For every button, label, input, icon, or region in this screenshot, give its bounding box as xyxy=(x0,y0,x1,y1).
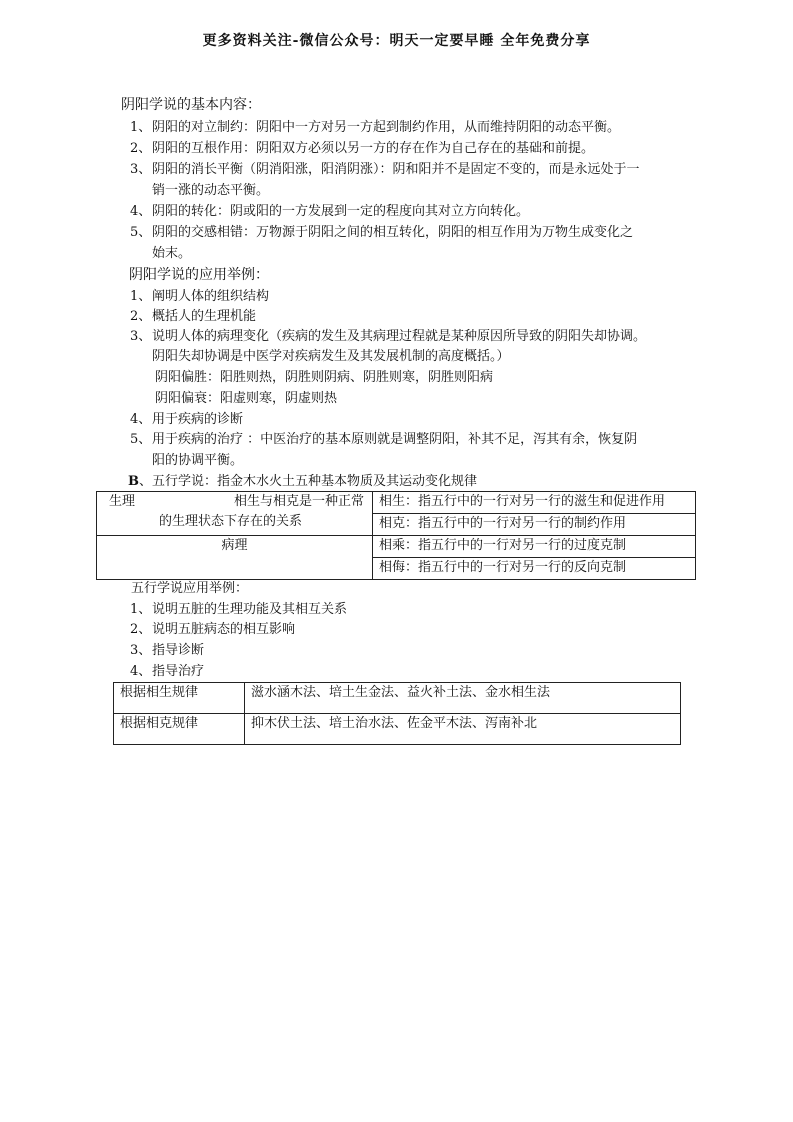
item-number: 4、 xyxy=(130,664,152,679)
methods-cell: 滋水涵木法、培土生金法、益火补土法、金水相生法 xyxy=(245,683,681,714)
item-text: 阴阳的对立制约：阴阳中一方对另一方起到制约作用，从而维持阴阳的动态平衡。 xyxy=(152,120,621,135)
item-text: 阐明人体的组织结构 xyxy=(152,289,270,304)
table-cell: 相乘：指五行中的一行对另一行的过度克制 xyxy=(373,536,696,558)
physiology-cell xyxy=(97,492,373,536)
section-label: B xyxy=(128,474,139,489)
item-number: 2、 xyxy=(130,309,152,324)
rule-cell: 根据相生规律 xyxy=(114,683,245,714)
list-item xyxy=(130,328,646,346)
section-title-yinyang: 阴阳学说的基本内容： xyxy=(121,97,261,113)
item-text: 说明人体的病理变化（疾病的发生及其病理过程就是某种原因所导致的阴阳失却协调。 xyxy=(152,329,647,344)
item-text: 用于疾病的治疗 ：中医治疗的基本原则就是调整阴阳，补其不足，泻其有余，恢复阴 xyxy=(152,432,638,447)
item-number: 3、 xyxy=(130,329,152,344)
list-item xyxy=(130,663,204,681)
item-continuation: 阳的协调平衡。 xyxy=(152,453,244,468)
section-title-wuxing xyxy=(128,473,477,491)
section-title-text: 、五行学说：指金木水火土五种基本物质及其运动变化规律 xyxy=(139,474,478,489)
physiology-desc-cont: 的生理状态下存在的关系 xyxy=(159,514,303,529)
item-number: 3、 xyxy=(130,162,152,177)
item-continuation: 销一涨的动态平衡。 xyxy=(152,183,270,198)
sub-item-text: 阴阳偏衰：阳虚则寒，阴虚则热 xyxy=(155,391,338,406)
list-item xyxy=(130,621,295,639)
item-number: 3、 xyxy=(130,643,152,658)
pathology-cell: 病理 xyxy=(97,536,373,580)
item-continuation: 阴阳失却协调是中医学对疾病发生及其发展机制的高度概括。） xyxy=(152,349,510,364)
item-text: 指导诊断 xyxy=(152,643,205,658)
section-title-application: 阴阳学说的应用举例： xyxy=(129,267,269,283)
item-number: 4、 xyxy=(130,412,152,427)
methods-cell: 抑木伏土法、培土治水法、佐金平木法、泻南补北 xyxy=(245,714,681,745)
page-header: 更多资料关注-微信公众号：明天一定要早睡 全年免费分享 xyxy=(202,33,591,49)
physiology-label: 生理 xyxy=(109,494,136,509)
list-item xyxy=(130,411,243,429)
table-cell: 相侮：指五行中的一行对另一行的反向克制 xyxy=(373,558,696,580)
section-title-wuxing-app: 五行学说应用举例： xyxy=(131,581,249,596)
list-item xyxy=(130,203,529,221)
item-number: 4、 xyxy=(130,204,152,219)
item-number: 5、 xyxy=(130,432,152,447)
list-item xyxy=(130,140,594,158)
item-continuation: 始末。 xyxy=(152,246,192,261)
list-item xyxy=(130,642,204,660)
item-number: 1、 xyxy=(130,120,152,135)
item-text: 概括人的生理机能 xyxy=(152,309,257,324)
item-number: 1、 xyxy=(130,602,152,617)
item-number: 1、 xyxy=(130,289,152,304)
list-item xyxy=(130,161,640,179)
item-text: 阴阳的转化：阴或阳的一方发展到一定的程度向其对立方向转化。 xyxy=(152,204,530,219)
item-text: 说明五脏的生理功能及其相互关系 xyxy=(152,602,348,617)
list-item xyxy=(130,431,637,449)
table-cell: 相生：指五行中的一行对另一行的滋生和促进作用 xyxy=(373,492,696,514)
item-number: 2、 xyxy=(130,622,152,637)
rule-cell: 根据相克规律 xyxy=(114,714,245,745)
item-text: 指导治疗 xyxy=(152,664,205,679)
list-item xyxy=(130,119,620,137)
sub-item-text: 阴阳偏胜：阳胜则热，阴胜则阴病、阴胜则寒，阴胜则阳病 xyxy=(155,370,494,385)
item-text: 说明五脏病态的相互影响 xyxy=(152,622,296,637)
physiology-desc: 相生与相克是一种正常 xyxy=(233,494,364,509)
list-item xyxy=(130,224,633,242)
treatment-table xyxy=(113,682,681,745)
item-text: 用于疾病的诊断 xyxy=(152,412,244,427)
item-text: 阴阳的消长平衡（阴消阳涨，阳消阴涨）：阴和阳并不是固定不变的，而是永远处于一 xyxy=(152,162,640,177)
item-number: 5、 xyxy=(130,225,152,240)
table-cell: 相克：指五行中的一行对另一行的制约作用 xyxy=(373,514,696,536)
item-number: 2、 xyxy=(130,141,152,156)
list-item xyxy=(130,288,269,306)
list-item xyxy=(130,601,347,619)
wuxing-table xyxy=(96,491,696,580)
item-text: 阴阳的交感相错：万物源于阴阳之间的相互转化，阴阳的相互作用为万物生成变化之 xyxy=(152,225,634,240)
list-item xyxy=(130,308,256,326)
item-text: 阴阳的互根作用：阴阳双方必须以另一方的存在作为自己存在的基础和前提。 xyxy=(152,141,595,156)
